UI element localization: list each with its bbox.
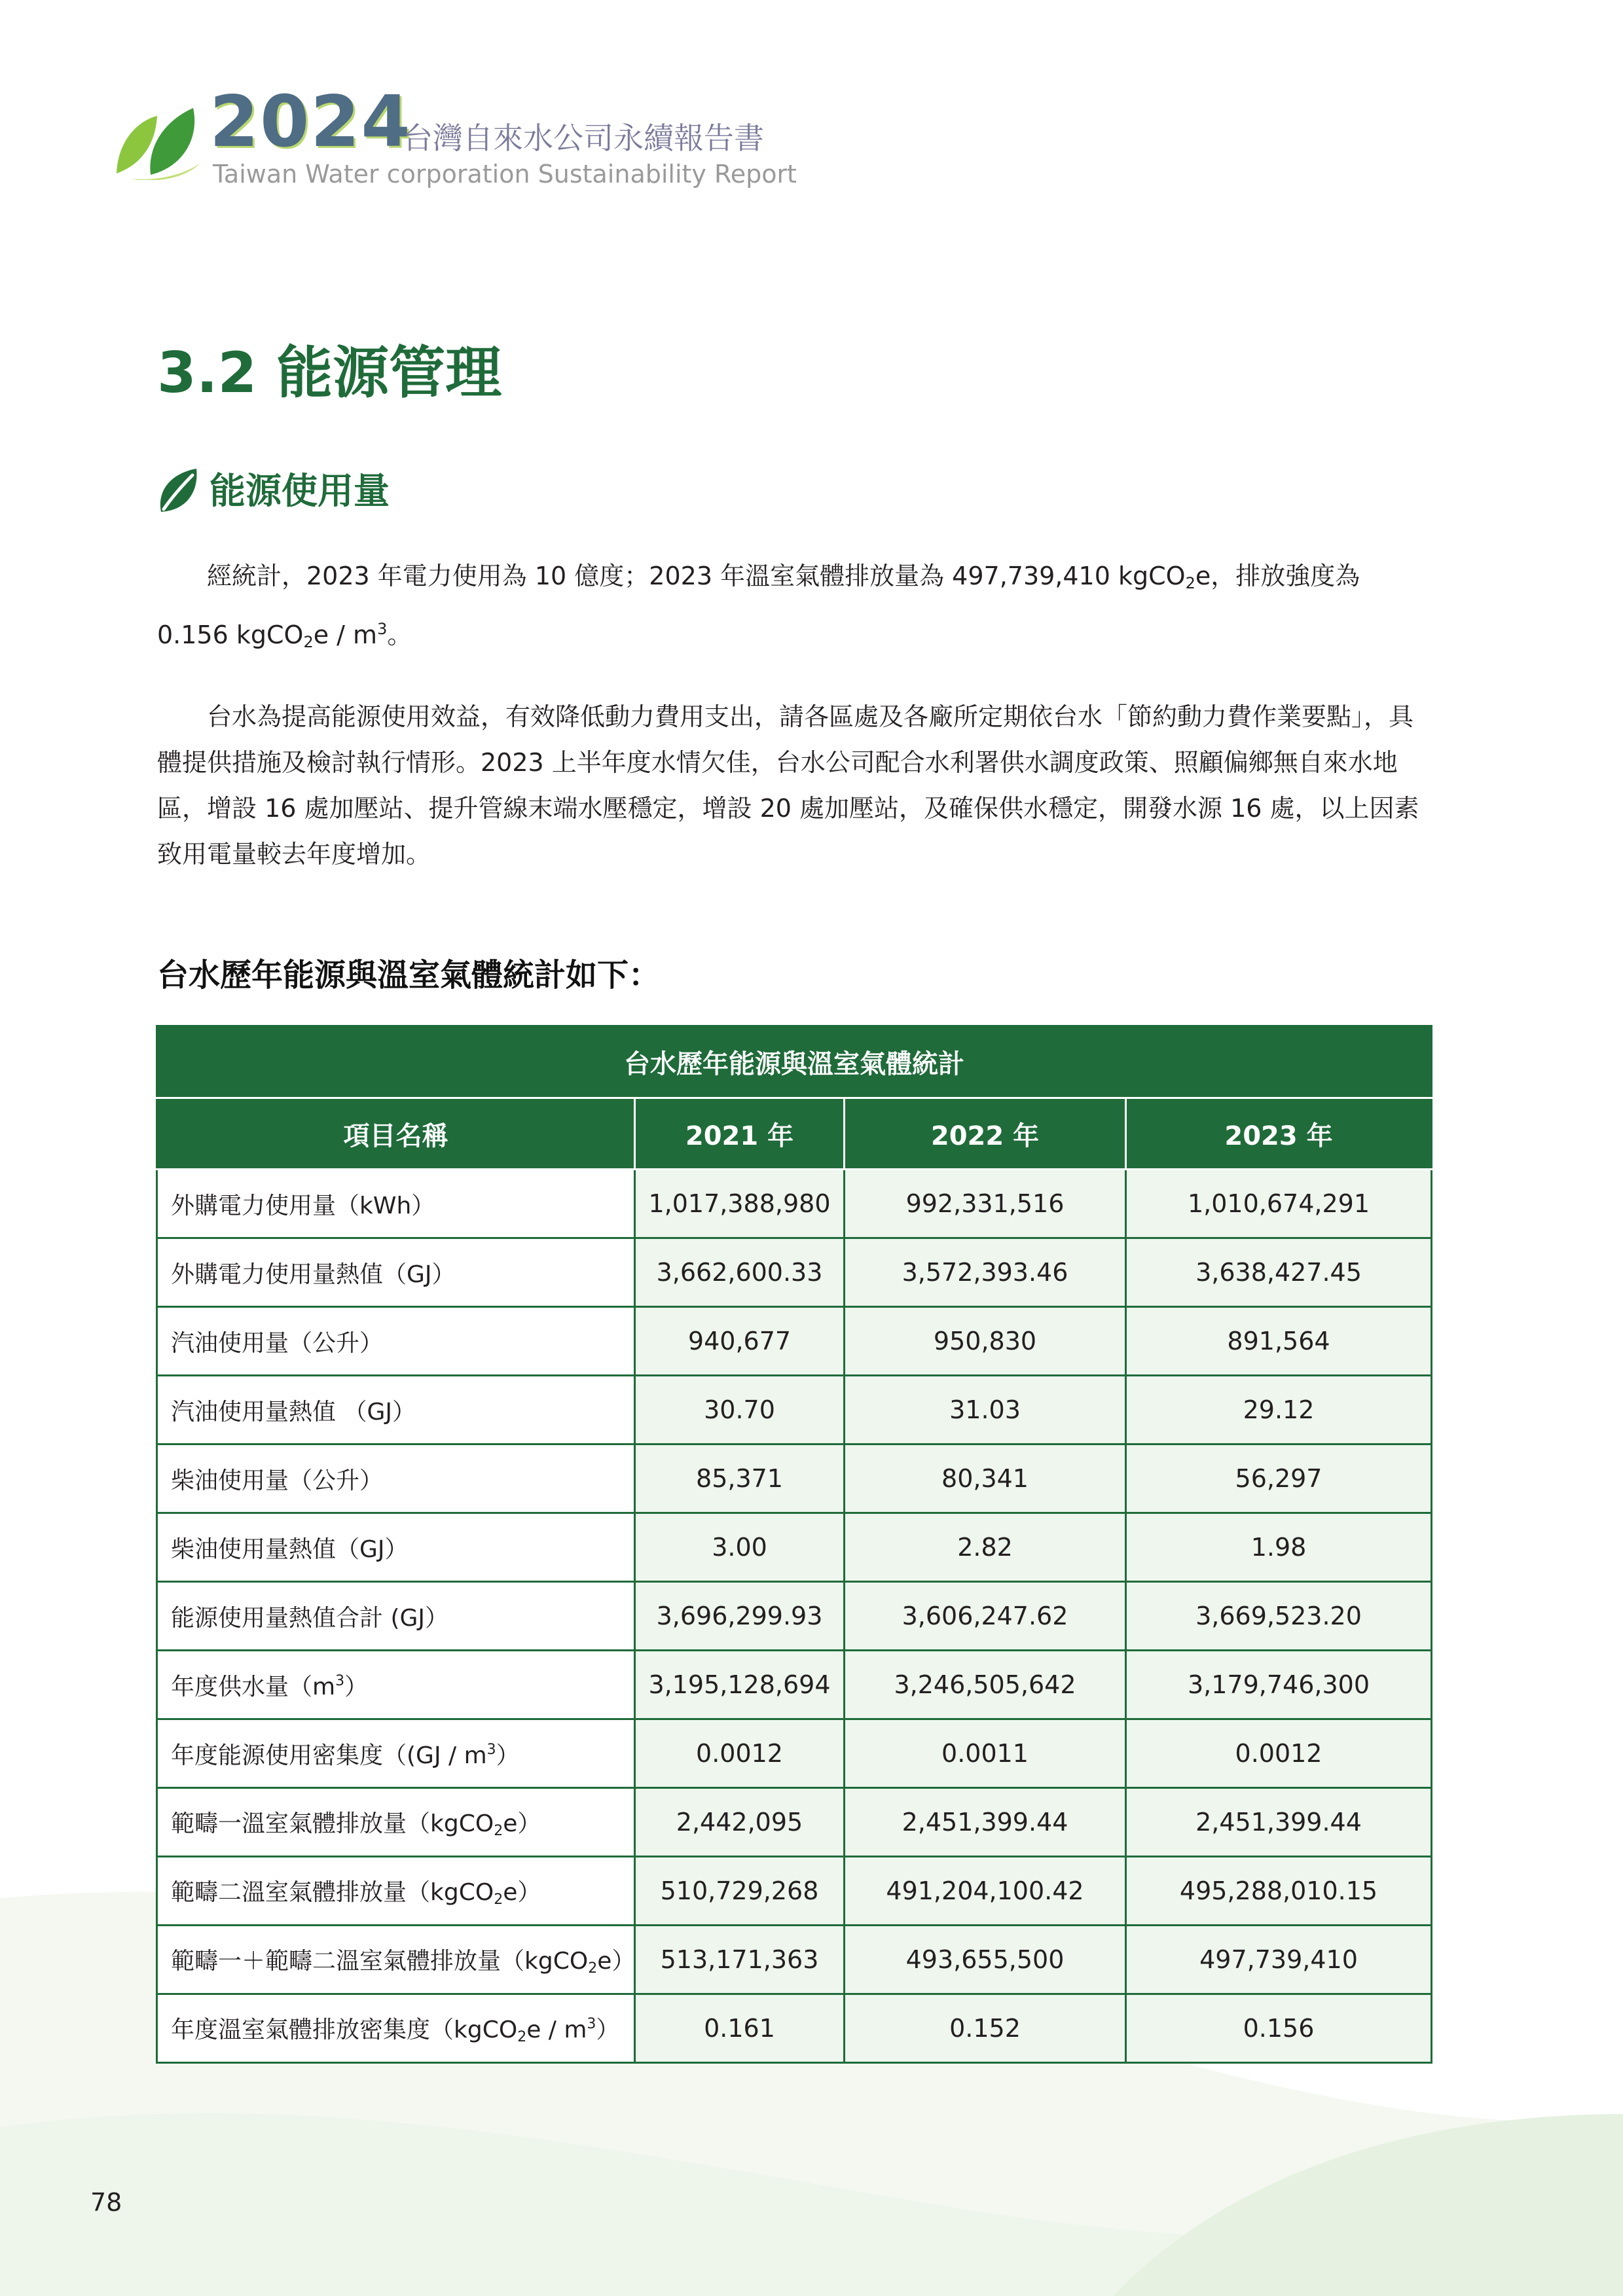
cell-2022: 2,451,399.44 bbox=[845, 1788, 1126, 1857]
row-label: 範疇一溫室氣體排放量（kgCO$_2$e） bbox=[157, 1788, 635, 1857]
column-header-item: 項目名稱 bbox=[157, 1098, 635, 1170]
row-label: 外購電力使用量（kWh） bbox=[157, 1170, 635, 1238]
cell-2021: 3,696,299.93 bbox=[635, 1582, 845, 1651]
table-row bbox=[157, 1857, 1432, 1926]
row-label: 範疇二溫室氣體排放量（kgCO$_2$e） bbox=[157, 1857, 635, 1926]
column-header-2021: 2021 年 bbox=[635, 1098, 845, 1170]
table-row bbox=[157, 1307, 1432, 1376]
row-label: 能源使用量熱值合計 (GJ） bbox=[157, 1582, 635, 1651]
table-row bbox=[157, 1170, 1432, 1238]
row-label: 年度溫室氣體排放密集度（kgCO$_2$e / $m^3$） bbox=[157, 1994, 635, 2063]
cell-2022: 3,606,247.62 bbox=[845, 1582, 1126, 1651]
cell-2023: 1.98 bbox=[1126, 1513, 1432, 1582]
cell-2023: 3,638,427.45 bbox=[1126, 1238, 1432, 1307]
cell-2021: 3,195,128,694 bbox=[635, 1651, 845, 1719]
cell-2022: 0.0011 bbox=[845, 1719, 1126, 1788]
row-label: 柴油使用量（公升） bbox=[157, 1444, 635, 1513]
cell-2021: 940,677 bbox=[635, 1307, 845, 1376]
row-label: 範疇一＋範疇二溫室氣體排放量（kgCO$_2$e） bbox=[157, 1926, 635, 1994]
column-header-2023: 2023 年 bbox=[1126, 1098, 1432, 1170]
cell-2022: 493,655,500 bbox=[845, 1926, 1126, 1994]
table-row bbox=[157, 1719, 1432, 1788]
table-row bbox=[157, 1238, 1432, 1307]
section-title: 3.2 能源管理 bbox=[157, 340, 502, 406]
cell-2023: 2,451,399.44 bbox=[1126, 1788, 1432, 1857]
cell-2021: 2,442,095 bbox=[635, 1788, 845, 1857]
page-number: 78 bbox=[90, 2188, 122, 2217]
cell-2023: 3,179,746,300 bbox=[1126, 1651, 1432, 1719]
cell-2021: 0.161 bbox=[635, 1994, 845, 2063]
cell-2021: 3.00 bbox=[635, 1513, 845, 1582]
cell-2022: 0.152 bbox=[845, 1994, 1126, 2063]
cell-2023: 56,297 bbox=[1126, 1444, 1432, 1513]
cell-2022: 992,331,516 bbox=[845, 1170, 1126, 1238]
row-label: 外購電力使用量熱值（GJ） bbox=[157, 1238, 635, 1307]
subsection-title: 能源使用量 bbox=[210, 470, 390, 512]
report-title-chinese: 台灣自來水公司永續報告書 bbox=[403, 120, 764, 156]
cell-2021: 510,729,268 bbox=[635, 1857, 845, 1926]
energy-summary-paragraph: 經統計，2023 年電力使用為 10 億度；2023 年溫室氣體排放量為 497,739,410 kgCO$_2$e，排放強度為 0.156 kgCO$_2$e / $m^3$。 bbox=[157, 562, 1360, 651]
cell-2023: 497,739,410 bbox=[1126, 1926, 1432, 1994]
green-leaves-logo-icon bbox=[111, 101, 203, 180]
row-label: 年度能源使用密集度（$(GJ / m^3)$ bbox=[157, 1719, 635, 1788]
report-title-english: Taiwan Water corporation Sustainability Report bbox=[213, 160, 797, 188]
energy-ghg-statistics-table bbox=[156, 1025, 1432, 2064]
row-label: 汽油使用量（公升） bbox=[157, 1307, 635, 1376]
cell-2021: 513,171,363 bbox=[635, 1926, 845, 1994]
leaf-icon bbox=[157, 466, 200, 516]
cell-2021: 1,017,388,980 bbox=[635, 1170, 845, 1238]
table-heading: 台水歷年能源與溫室氣體統計如下： bbox=[157, 957, 661, 994]
table-row bbox=[157, 1788, 1432, 1857]
table-row bbox=[157, 1444, 1432, 1513]
cell-2021: 30.70 bbox=[635, 1376, 845, 1444]
cell-2022: 80,341 bbox=[845, 1444, 1126, 1513]
row-label: 年度供水量$(m^3)$ bbox=[157, 1651, 635, 1719]
cell-2023: 0.156 bbox=[1126, 1994, 1432, 2063]
cell-2023: 29.12 bbox=[1126, 1376, 1432, 1444]
cell-2022: 3,572,393.46 bbox=[845, 1238, 1126, 1307]
cell-2021: 3,662,600.33 bbox=[635, 1238, 845, 1307]
cell-2023: 495,288,010.15 bbox=[1126, 1857, 1432, 1926]
table-row bbox=[157, 1994, 1432, 2063]
cell-2023: 1,010,674,291 bbox=[1126, 1170, 1432, 1238]
cell-2021: 85,371 bbox=[635, 1444, 845, 1513]
report-year: 2024 bbox=[210, 81, 412, 163]
report-header bbox=[111, 82, 897, 193]
cell-2022: 491,204,100.42 bbox=[845, 1857, 1126, 1926]
table-caption: 台水歷年能源與溫室氣體統計 bbox=[157, 1026, 1432, 1098]
cell-2023: 0.0012 bbox=[1126, 1719, 1432, 1788]
table-row bbox=[157, 1651, 1432, 1719]
row-label: 汽油使用量熱值 （GJ） bbox=[157, 1376, 635, 1444]
cell-2022: 2.82 bbox=[845, 1513, 1126, 1582]
cell-2022: 31.03 bbox=[845, 1376, 1126, 1444]
row-label: 柴油使用量熱值（GJ） bbox=[157, 1513, 635, 1582]
table-row bbox=[157, 1376, 1432, 1444]
cell-2023: 891,564 bbox=[1126, 1307, 1432, 1376]
cell-2022: 3,246,505,642 bbox=[845, 1651, 1126, 1719]
column-header-2022: 2022 年 bbox=[845, 1098, 1126, 1170]
cell-2023: 3,669,523.20 bbox=[1126, 1582, 1432, 1651]
table-row bbox=[157, 1926, 1432, 1994]
table-row bbox=[157, 1513, 1432, 1582]
energy-policy-paragraph: 台水為提高能源使用效益，有效降低動力費用支出，請各區處及各廠所定期依台水「節約動力費作業要點」，具體提供措施及檢討執行情形。2023 上半年度水情欠佳，台水公司配合水利署供水調度政策、照顧偏鄉無自來水地區，增設 16 處加壓站、提升管線末端水壓穩定，增設 20 處加壓站，及確保供水穩定，開發水源 16 處，以上因素致用電量較去年度增加。 bbox=[157, 702, 1419, 869]
cell-2022: 950,830 bbox=[845, 1307, 1126, 1376]
table-row bbox=[157, 1582, 1432, 1651]
cell-2021: 0.0012 bbox=[635, 1719, 845, 1788]
